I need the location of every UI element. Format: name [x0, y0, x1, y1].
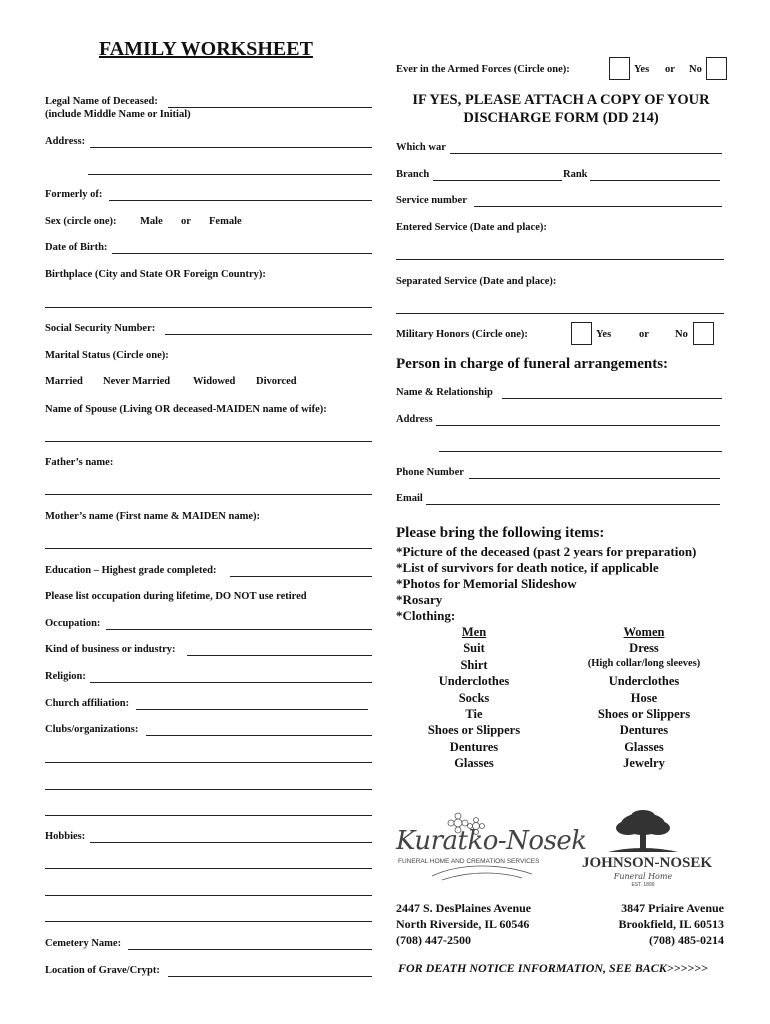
military-honors-yes[interactable]: Yes [596, 329, 612, 340]
johnson-address [574, 900, 724, 948]
armed-forces-no-box[interactable] [706, 57, 727, 80]
dob-label: Date of Birth: [45, 242, 108, 253]
bring-items-heading: Please bring the following items: [396, 525, 605, 541]
which-war-field[interactable] [450, 153, 722, 154]
ssn-label: Social Security Number: [45, 323, 156, 334]
armed-forces-yes-box[interactable] [609, 57, 630, 80]
johnson-logo-text: JOHNSON-NOSEK [582, 855, 713, 871]
men-item: Dentures [449, 739, 499, 754]
men-item: Suit [463, 641, 485, 656]
dob-field[interactable] [112, 253, 372, 254]
phone-field[interactable] [469, 478, 720, 479]
women-item: Hose [630, 690, 658, 705]
johnson-street: 3847 Priaire Avenue [621, 901, 724, 915]
religion-field[interactable] [90, 682, 372, 683]
men-item: Socks [458, 690, 490, 705]
kuratko-logo-text: Kuratko-Nosek [396, 826, 587, 856]
discharge-notice-line1: IF YES, PLEASE ATTACH A COPY OF YOUR [412, 92, 710, 108]
armed-forces-or: or [665, 64, 675, 75]
grave-field[interactable] [168, 976, 372, 977]
education-label: Education – Highest grade completed: [45, 565, 217, 576]
cemetery-field[interactable] [128, 949, 372, 950]
branch-label: Branch [396, 169, 430, 180]
person-in-charge-heading: Person in charge of funeral arrangements: [396, 356, 669, 372]
armed-forces-yes[interactable]: Yes [634, 64, 650, 75]
johnson-city: Brookfield, IL 60513 [618, 917, 724, 931]
mother-field[interactable] [45, 548, 372, 549]
sex-label: Sex (circle one): [45, 216, 117, 227]
women-item: Jewelry [623, 756, 665, 771]
legal-name-label: Legal Name of Deceased: [45, 96, 158, 107]
branch-field[interactable] [433, 180, 562, 181]
person-address-field-2[interactable] [439, 451, 722, 452]
women-item: Dentures [619, 723, 669, 738]
entered-service-label: Entered Service (Date and place): [396, 222, 547, 233]
clubs-field[interactable] [146, 735, 372, 736]
kuratko-street: 2447 S. DesPlaines Avenue [396, 901, 532, 915]
bring-item-photos: *Photos for Memorial Slideshow [396, 576, 577, 591]
address-field[interactable] [90, 147, 372, 148]
women-clothing-list [569, 625, 719, 773]
grave-label: Location of Grave/Crypt: [45, 965, 160, 976]
father-label: Father’s name: [45, 457, 114, 468]
church-field[interactable] [136, 709, 368, 710]
armed-forces-no[interactable]: No [689, 64, 702, 75]
marital-option-divorced[interactable]: Divorced [256, 376, 297, 387]
education-field[interactable] [230, 576, 372, 577]
discharge-notice-line2: DISCHARGE FORM (DD 214) [463, 110, 659, 126]
spouse-label: Name of Spouse (Living OR deceased-MAIDEN name of wife): [45, 404, 327, 415]
person-address-field[interactable] [436, 425, 720, 426]
email-field[interactable] [426, 504, 720, 505]
hobbies-field-2[interactable] [45, 868, 372, 869]
kuratko-city: North Riverside, IL 60546 [396, 917, 530, 931]
occupation-label: Occupation: [45, 618, 101, 629]
legal-name-note: (include Middle Name or Initial) [45, 109, 191, 120]
clubs-field-4[interactable] [45, 815, 372, 816]
rank-field[interactable] [590, 180, 720, 181]
rank-label: Rank [563, 169, 588, 180]
formerly-of-field[interactable] [109, 200, 372, 201]
johnson-logo-est: EST. 1899 [631, 882, 655, 888]
sex-or: or [181, 216, 191, 227]
business-field[interactable] [187, 655, 372, 656]
religion-label: Religion: [45, 671, 86, 682]
address-label: Address: [45, 136, 86, 147]
service-number-field[interactable] [474, 206, 722, 207]
women-item: Glasses [624, 739, 664, 754]
marital-option-never-married[interactable]: Never Married [103, 376, 171, 387]
women-heading: Women [623, 625, 665, 639]
legal-name-field[interactable] [168, 107, 372, 108]
entered-service-field[interactable] [396, 259, 724, 260]
hobbies-field-3[interactable] [45, 895, 372, 896]
military-honors-yes-box[interactable] [571, 322, 592, 345]
sex-female[interactable]: Female [209, 216, 242, 227]
hobbies-field-4[interactable] [45, 921, 372, 922]
kuratko-nosek-logo [392, 812, 587, 887]
cemetery-label: Cemetery Name: [45, 938, 122, 949]
clubs-field-2[interactable] [45, 762, 372, 763]
separated-service-field[interactable] [396, 313, 724, 314]
footer-note: FOR DEATH NOTICE INFORMATION, SEE BACK>>>>>> [398, 961, 708, 975]
military-honors-or: or [639, 329, 649, 340]
service-number-label: Service number [396, 195, 467, 206]
birthplace-field[interactable] [45, 307, 372, 308]
kuratko-phone: (708) 447-2500 [396, 933, 471, 947]
sex-male[interactable]: Male [140, 216, 163, 227]
military-honors-no[interactable]: No [675, 329, 688, 340]
armed-forces-label: Ever in the Armed Forces (Circle one): [396, 64, 570, 75]
occupation-field[interactable] [106, 629, 372, 630]
hobbies-field[interactable] [90, 842, 372, 843]
clubs-label: Clubs/organizations: [45, 724, 139, 735]
birthplace-label: Birthplace (City and State OR Foreign Country): [45, 269, 266, 280]
occupation-note: Please list occupation during lifetime, DO NOT use retired [45, 591, 307, 602]
men-item: Glasses [454, 756, 494, 771]
clubs-field-3[interactable] [45, 789, 372, 790]
women-item: Shoes or Slippers [597, 706, 691, 721]
marital-status-label: Marital Status (Circle one): [45, 350, 169, 361]
johnson-logo-sub: Funeral Home [613, 872, 673, 881]
women-item-note: (High collar/long sleeves) [587, 657, 701, 669]
mother-label: Mother’s name (First name & MAIDEN name): [45, 511, 260, 522]
spouse-field[interactable] [45, 441, 372, 442]
church-label: Church affiliation: [45, 698, 130, 709]
women-item: Underclothes [608, 674, 680, 689]
johnson-phone: (708) 485-0214 [649, 933, 724, 947]
page-title: FAMILY WORKSHEET [99, 38, 313, 60]
address-field-2[interactable] [88, 174, 372, 175]
hobbies-label: Hobbies: [45, 831, 86, 842]
men-clothing-list [414, 625, 534, 773]
men-item: Tie [465, 706, 483, 721]
name-relationship-label: Name & Relationship [396, 387, 493, 398]
which-war-label: Which war [396, 142, 446, 153]
marital-option-widowed[interactable]: Widowed [193, 376, 236, 387]
military-honors-no-box[interactable] [693, 322, 714, 345]
email-label: Email [396, 493, 423, 504]
ssn-field[interactable] [165, 334, 372, 335]
johnson-nosek-logo [578, 810, 713, 890]
military-honors-label: Military Honors (Circle one): [396, 329, 528, 340]
men-item: Shoes or Slippers [427, 723, 521, 738]
bring-item-clothing: *Clothing: [396, 608, 456, 623]
bring-item-picture: *Picture of the deceased (past 2 years for preparation) [396, 544, 697, 559]
bring-item-survivors: *List of survivors for death notice, if applicable [396, 560, 659, 575]
business-label: Kind of business or industry: [45, 644, 176, 655]
men-item: Shirt [460, 657, 488, 672]
name-relationship-field[interactable] [502, 398, 722, 399]
men-heading: Men [461, 625, 487, 639]
person-address-label: Address [396, 414, 433, 425]
formerly-of-label: Formerly of: [45, 189, 103, 200]
phone-label: Phone Number [396, 467, 464, 478]
kuratko-logo-sub: FUNERAL HOME AND CREMATION SERVICES [398, 858, 540, 865]
men-item: Underclothes [438, 674, 510, 689]
kuratko-address [396, 900, 531, 948]
tree-icon [578, 810, 708, 856]
marital-option-married[interactable]: Married [45, 376, 83, 387]
women-item: Dress [629, 641, 659, 656]
separated-service-label: Separated Service (Date and place): [396, 276, 557, 287]
bring-item-rosary: *Rosary [396, 592, 443, 607]
father-field[interactable] [45, 494, 372, 495]
